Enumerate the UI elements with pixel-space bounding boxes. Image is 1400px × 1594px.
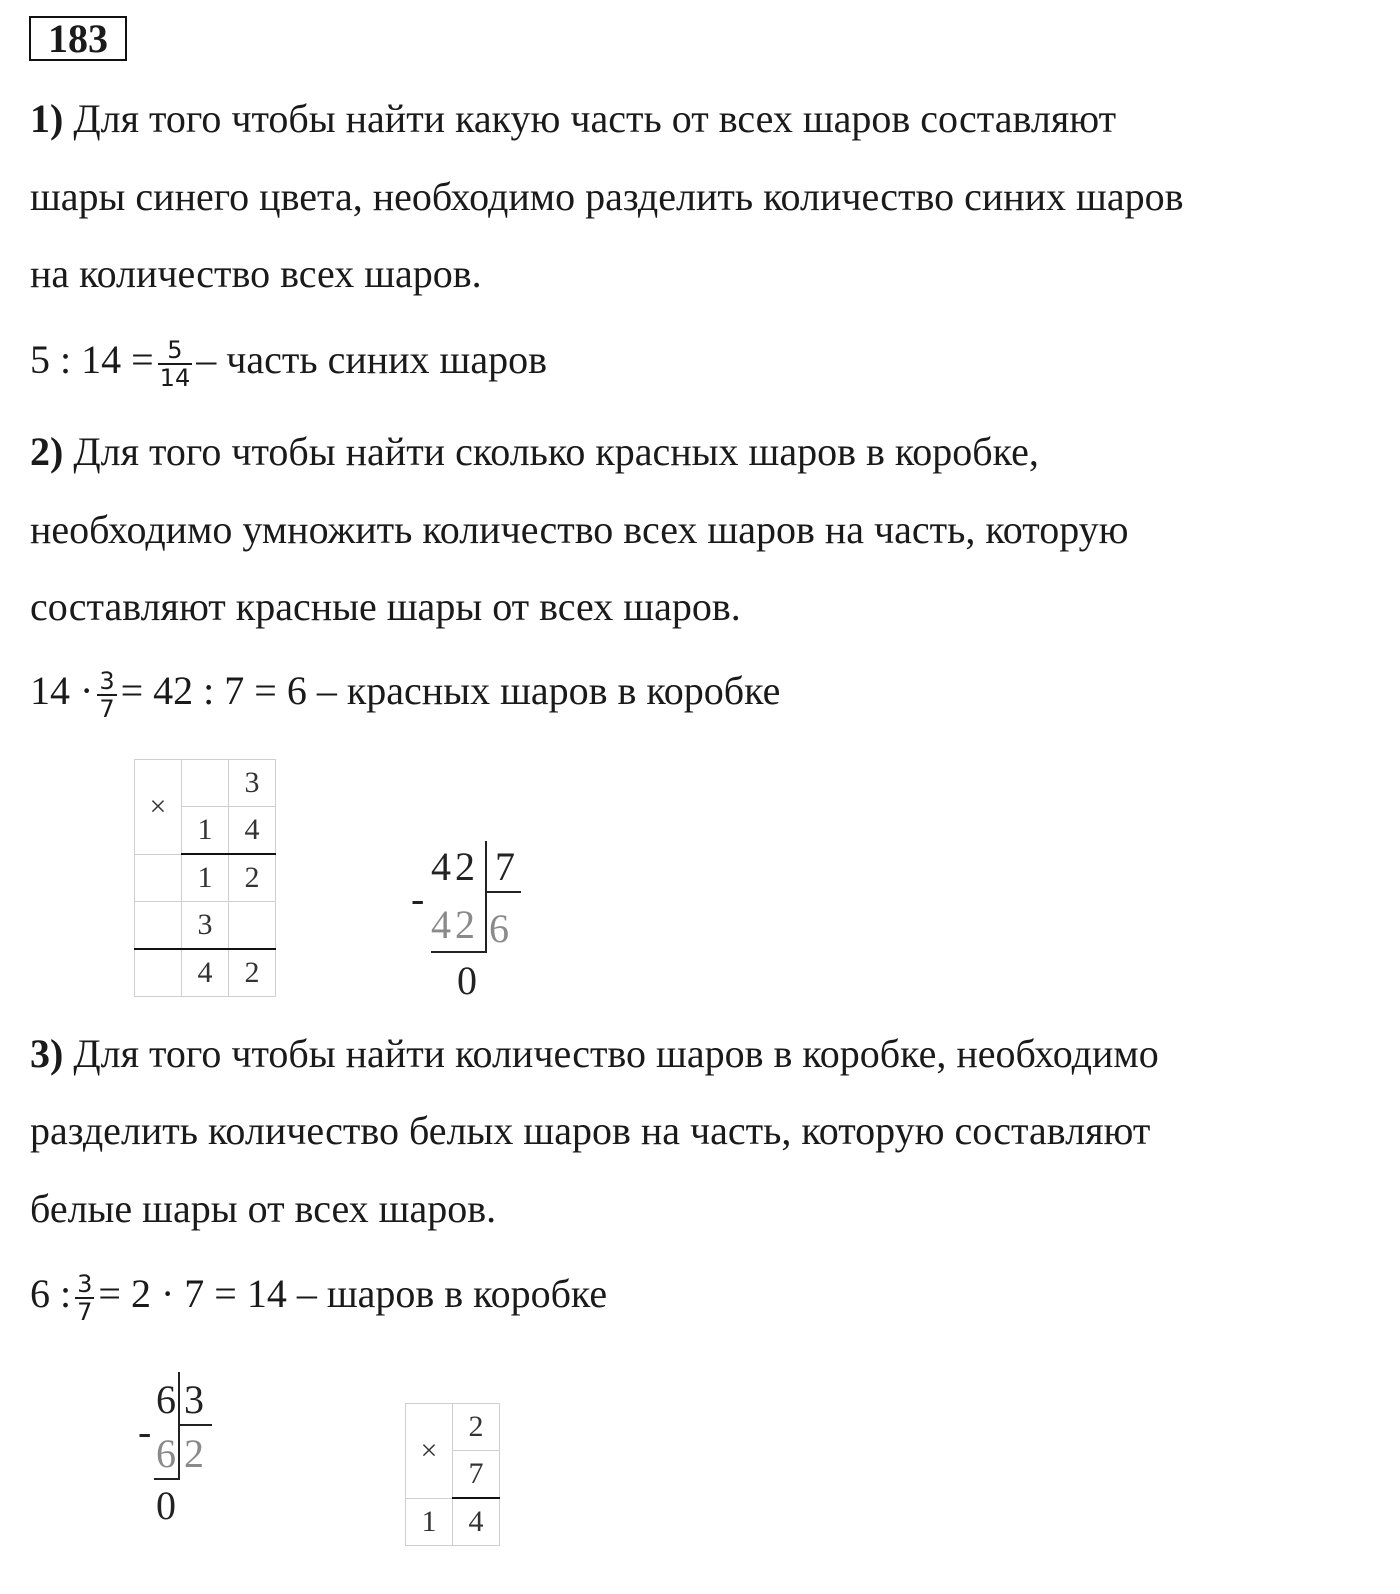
- division-quotient: 6: [489, 906, 509, 951]
- grid-cell: 1: [182, 807, 229, 855]
- grid-cell: 7: [453, 1451, 500, 1499]
- grid-cell: 3: [229, 760, 276, 807]
- division-vertical-line: [485, 841, 487, 951]
- part1-eq-suffix: – часть синих шаров: [196, 337, 547, 382]
- grid-row: [135, 760, 276, 807]
- part3-line3: белые шары от всех шаров.: [30, 1186, 497, 1231]
- part3-long-division: [132, 1368, 232, 1538]
- grid-row: [406, 1498, 500, 1546]
- grid-cell: 4: [229, 807, 276, 855]
- part2-line1: [30, 428, 1039, 476]
- part2-eq-prefix: 14 ·: [30, 668, 94, 713]
- part2-text1: Для того чтобы найти сколько красных шаров в коробке,: [63, 429, 1039, 474]
- part1-equation: [30, 334, 547, 391]
- part3-text1: Для того чтобы найти количество шаров в коробке, необходимо: [63, 1031, 1159, 1076]
- part2-line3: составляют красные шары от всех шаров.: [30, 584, 741, 629]
- division-divisor: 7: [495, 844, 515, 889]
- part2-multiplication-grid: [134, 759, 276, 997]
- grid-cell: [135, 854, 182, 902]
- grid-cell: 3: [182, 902, 229, 950]
- part1-label: 1): [30, 96, 64, 141]
- grid-cell: 4: [453, 1498, 500, 1546]
- problem-number: 183: [29, 16, 127, 61]
- grid-cell: [229, 902, 276, 950]
- multiply-sign: ×: [135, 760, 182, 855]
- part2-eq-suffix: = 42 : 7 = 6 – красных шаров в коробке: [120, 668, 781, 713]
- part2-frac-den: 7: [99, 694, 115, 723]
- part3-fraction: [75, 1271, 94, 1325]
- division-minus: -: [138, 1409, 152, 1454]
- division-remainder: 0: [457, 958, 477, 1003]
- part1-line1: [30, 95, 1116, 143]
- division-divisor-line: [485, 891, 521, 893]
- grid-cell: 2: [229, 854, 276, 902]
- part3-frac-den: 7: [77, 1297, 93, 1326]
- part1-frac-den: 14: [159, 363, 191, 392]
- part1-fraction: [158, 337, 193, 391]
- grid-row: [406, 1404, 500, 1451]
- part2-long-division: [405, 835, 535, 1005]
- grid-cell: 4: [182, 949, 229, 997]
- grid-cell: 2: [453, 1404, 500, 1451]
- division-dividend: 42: [431, 844, 479, 889]
- part1-line2: шары синего цвета, необходимо разделить количество синих шаров: [30, 174, 1184, 219]
- division-subtrahend: 6: [156, 1431, 176, 1476]
- grid-row: [135, 854, 276, 902]
- grid-cell: [182, 760, 229, 807]
- part3-line2: разделить количество белых шаров на часть, которую составляют: [30, 1108, 1151, 1153]
- division-quotient: 2: [184, 1431, 204, 1476]
- part3-line1: [30, 1030, 1159, 1078]
- multiply-sign: ×: [406, 1404, 453, 1499]
- part3-frac-num: 3: [77, 1269, 93, 1298]
- part3-eq-suffix: = 2 · 7 = 14 – шаров в коробке: [98, 1271, 608, 1316]
- division-remainder: 0: [156, 1483, 176, 1528]
- part3-multiplication-grid: [405, 1403, 500, 1546]
- part1-frac-num: 5: [158, 337, 193, 365]
- division-divisor: 3: [184, 1377, 204, 1422]
- grid-cell: 1: [182, 854, 229, 902]
- part3-equation: [30, 1268, 607, 1325]
- part3-eq-prefix: 6 :: [30, 1271, 72, 1316]
- grid-cell: 1: [406, 1498, 453, 1546]
- grid-row: [135, 902, 276, 950]
- part2-line2: необходимо умножить количество всех шаров на часть, которую: [30, 507, 1129, 552]
- grid-cell: [135, 949, 182, 997]
- part2-frac-num: 3: [99, 666, 115, 695]
- part1-eq-prefix: 5 : 14 =: [30, 337, 154, 382]
- grid-cell: 2: [229, 949, 276, 997]
- grid-row: [135, 949, 276, 997]
- division-minus: -: [411, 876, 425, 921]
- part3-label: 3): [30, 1031, 64, 1076]
- part1-text1: Для того чтобы найти какую часть от всех шаров составляют: [63, 96, 1117, 141]
- division-dividend: 6: [156, 1377, 176, 1422]
- part2-fraction: [97, 668, 116, 722]
- division-result-line: [154, 1478, 180, 1480]
- part1-line3: на количество всех шаров.: [30, 251, 482, 296]
- part2-label: 2): [30, 429, 64, 474]
- division-divisor-line: [178, 1424, 212, 1426]
- grid-cell: [135, 902, 182, 950]
- part2-equation: [30, 665, 780, 722]
- division-result-line: [431, 951, 487, 953]
- division-subtrahend: 42: [431, 902, 479, 947]
